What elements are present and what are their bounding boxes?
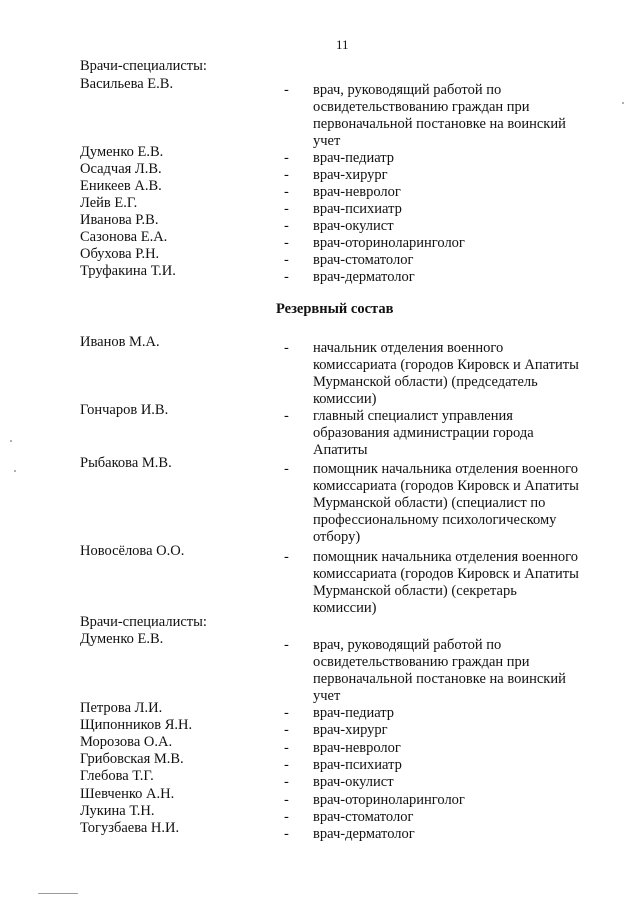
- role-line: профессиональному психологическому: [313, 512, 557, 528]
- role-line: врач-дерматолог: [313, 826, 415, 842]
- scan-speck: [10, 440, 12, 442]
- person-name: Лукина Т.Н.: [80, 803, 155, 819]
- dash: -: [284, 722, 289, 738]
- person-name: Обухова Р.Н.: [80, 246, 160, 262]
- role-line: врач-хирург: [313, 722, 388, 738]
- scan-speck: [38, 893, 78, 894]
- person-name: Рыбакова М.В.: [80, 455, 172, 471]
- person-name: Щипонников Я.Н.: [80, 717, 193, 733]
- dash: -: [284, 201, 289, 217]
- dash: -: [284, 184, 289, 200]
- role-line: главный специалист управления: [313, 408, 513, 424]
- person-name: Глебова Т.Г.: [80, 768, 154, 784]
- section-label: Врачи-специалисты:: [80, 58, 207, 74]
- role-line: врач-дерматолог: [313, 269, 415, 285]
- role-line: врач-стоматолог: [313, 252, 414, 268]
- role-line: образования администрации города: [313, 425, 534, 441]
- role-line: помощник начальника отделения военного: [313, 549, 578, 565]
- role-line: освидетельствованию граждан при: [313, 99, 530, 115]
- person-name: Иванова Р.В.: [80, 212, 159, 228]
- person-name: Иванов М.А.: [80, 334, 160, 350]
- section-heading: Резервный состав: [276, 301, 394, 317]
- dash: -: [284, 269, 289, 285]
- role-line: учет: [313, 133, 341, 149]
- dash: -: [284, 809, 289, 825]
- person-name: Морозова О.А.: [80, 734, 173, 750]
- role-line: комиссии): [313, 391, 377, 407]
- role-line: первоначальной постановке на воинский: [313, 116, 566, 132]
- dash: -: [284, 218, 289, 234]
- dash: -: [284, 167, 289, 183]
- dash: -: [284, 705, 289, 721]
- role-line: комиссариата (городов Кировск и Апатиты: [313, 566, 579, 582]
- dash: -: [284, 757, 289, 773]
- role-line: врач-невролог: [313, 740, 401, 756]
- scan-speck: [14, 470, 16, 472]
- role-line: освидетельствованию граждан при: [313, 654, 530, 670]
- person-name: Осадчая Л.В.: [80, 161, 162, 177]
- role-line: Мурманской области) (специалист по: [313, 495, 546, 511]
- person-name: Тогузбаева Н.И.: [80, 820, 180, 836]
- role-line: отбору): [313, 529, 361, 545]
- role-line: врач-психиатр: [313, 757, 402, 773]
- person-name: Сазонова Е.А.: [80, 229, 168, 245]
- person-name: Лейв Е.Г.: [80, 195, 138, 211]
- role-line: врач, руководящий работой по: [313, 82, 502, 98]
- page-number: 11: [336, 37, 349, 52]
- person-name: Васильева Е.В.: [80, 76, 174, 92]
- role-line: Мурманской области) (председатель: [313, 374, 538, 390]
- person-name: Труфакина Т.И.: [80, 263, 176, 279]
- dash: -: [284, 340, 289, 356]
- dash: -: [284, 82, 289, 98]
- dash: -: [284, 408, 289, 424]
- role-line: врач-оториноларинголог: [313, 235, 465, 251]
- role-line: врач-хирург: [313, 167, 388, 183]
- dash: -: [284, 740, 289, 756]
- role-line: начальник отделения военного: [313, 340, 504, 356]
- section-label: Врачи-специалисты:: [80, 614, 207, 630]
- role-line: помощник начальника отделения военного: [313, 461, 578, 477]
- role-line: Мурманской области) (секретарь: [313, 583, 517, 599]
- person-name: Грибовская М.В.: [80, 751, 184, 767]
- person-name: Еникеев А.В.: [80, 178, 162, 194]
- role-line: врач-оториноларинголог: [313, 792, 465, 808]
- role-line: врач-невролог: [313, 184, 401, 200]
- role-line: врач-педиатр: [313, 150, 395, 166]
- dash: -: [284, 549, 289, 565]
- role-line: комиссии): [313, 600, 377, 616]
- role-line: врач-окулист: [313, 218, 394, 234]
- dash: -: [284, 774, 289, 790]
- person-name: Думенко Е.В.: [80, 144, 164, 160]
- dash: -: [284, 252, 289, 268]
- role-line: врач-педиатр: [313, 705, 395, 721]
- dash: -: [284, 461, 289, 477]
- person-name: Новосёлова О.О.: [80, 543, 185, 559]
- person-name: Петрова Л.И.: [80, 700, 163, 716]
- role-line: врач-окулист: [313, 774, 394, 790]
- person-name: Шевченко А.Н.: [80, 786, 175, 802]
- role-line: врач, руководящий работой по: [313, 637, 502, 653]
- scan-speck: [622, 102, 624, 104]
- person-name: Гончаров И.В.: [80, 402, 169, 418]
- dash: -: [284, 792, 289, 808]
- person-name: Думенко Е.В.: [80, 631, 164, 647]
- role-line: врач-психиатр: [313, 201, 402, 217]
- role-line: Апатиты: [313, 442, 368, 458]
- dash: -: [284, 826, 289, 842]
- dash: -: [284, 637, 289, 653]
- role-line: первоначальной постановке на воинский: [313, 671, 566, 687]
- dash: -: [284, 235, 289, 251]
- role-line: учет: [313, 688, 341, 704]
- role-line: комиссариата (городов Кировск и Апатиты: [313, 478, 579, 494]
- role-line: врач-стоматолог: [313, 809, 414, 825]
- dash: -: [284, 150, 289, 166]
- role-line: комиссариата (городов Кировск и Апатиты: [313, 357, 579, 373]
